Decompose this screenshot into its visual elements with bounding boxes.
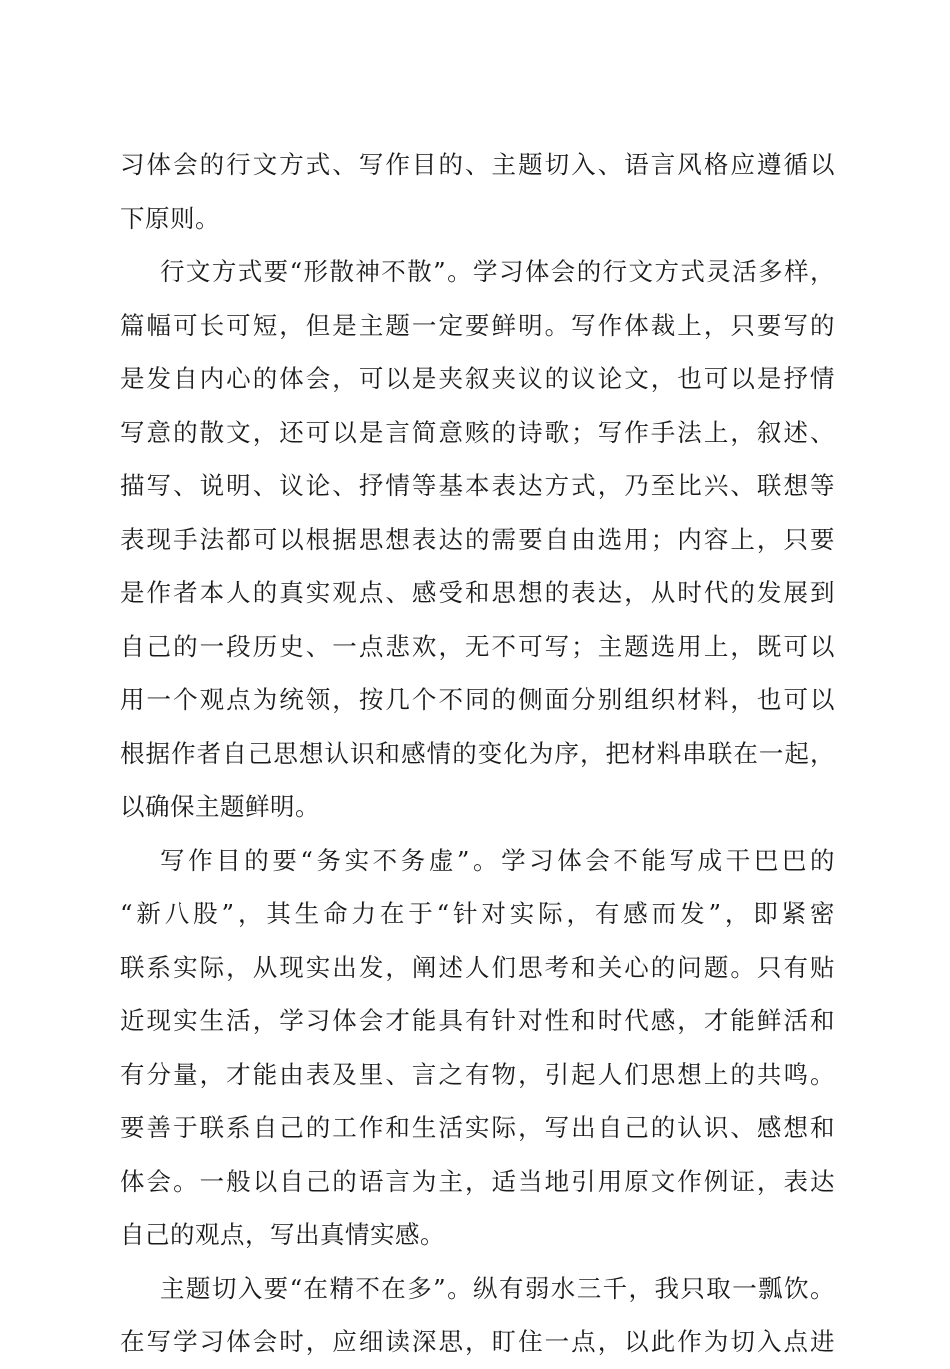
text-line: 是发自内心的体会，可以是夹叙夹议的议论文，也可以是抒情 [120, 364, 835, 393]
text-line: 写作目的要“务实不务虚”。学习体会不能写成干巴巴的 [160, 845, 835, 875]
text-line: 根据作者自己思想认识和感情的变化为序，把材料串联在一起， [120, 738, 835, 768]
text-line: 在写学习体会时，应细读深思，盯住一点，以此作为切入点进 [120, 1327, 835, 1356]
text-line: 自己的一段历史、一点悲欢，无不可写；主题选用上，既可以 [120, 631, 835, 661]
text-line: 体会。一般以自己的语言为主，适当地引用原文作例证，表达 [120, 1166, 835, 1196]
text-line: 近现实生活，学习体会才能具有针对性和时代感，才能鲜活和 [120, 1006, 835, 1035]
text-line: 写意的散文，还可以是言简意赅的诗歌；写作手法上，叙述、 [120, 417, 835, 447]
text-line: 自己的观点，写出真情实感。 [120, 1220, 445, 1249]
text-line: 篇幅可长可短，但是主题一定要鲜明。写作体裁上，只要写的 [120, 310, 835, 340]
text-line: 主题切入要“在精不在多”。纵有弱水三千，我只取一瓢饮。 [160, 1273, 835, 1303]
text-line: 联系实际，从现实出发，阐述人们思考和关心的问题。只有贴 [120, 952, 835, 982]
text-line: 是作者本人的真实观点、感受和思想的表达，从时代的发展到 [120, 578, 835, 607]
text-line: 有分量，才能由表及里、言之有物，引起人们思想上的共鸣。 [120, 1059, 835, 1089]
text-line: “新八股”，其生命力在于“针对实际，有感而发”，即紧密 [120, 899, 835, 928]
text-line: 要善于联系自己的工作和生活实际，写出自己的认识、感想和 [120, 1113, 835, 1142]
text-line: 用一个观点为统领，按几个不同的侧面分别组织材料，也可以 [120, 685, 835, 714]
text-line: 习体会的行文方式、写作目的、主题切入、语言风格应遵循以 [120, 150, 835, 179]
body-text [120, 138, 835, 1369]
text-line: 表现手法都可以根据思想表达的需要自由选用；内容上，只要 [120, 524, 835, 554]
text-line: 以确保主题鲜明。 [120, 792, 320, 821]
text-line: 行文方式要“形散神不散”。学习体会的行文方式灵活多样， [160, 257, 835, 286]
text-line: 下原则。 [120, 203, 220, 233]
text-line: 描写、说明、议论、抒情等基本表达方式，乃至比兴、联想等 [120, 471, 835, 500]
